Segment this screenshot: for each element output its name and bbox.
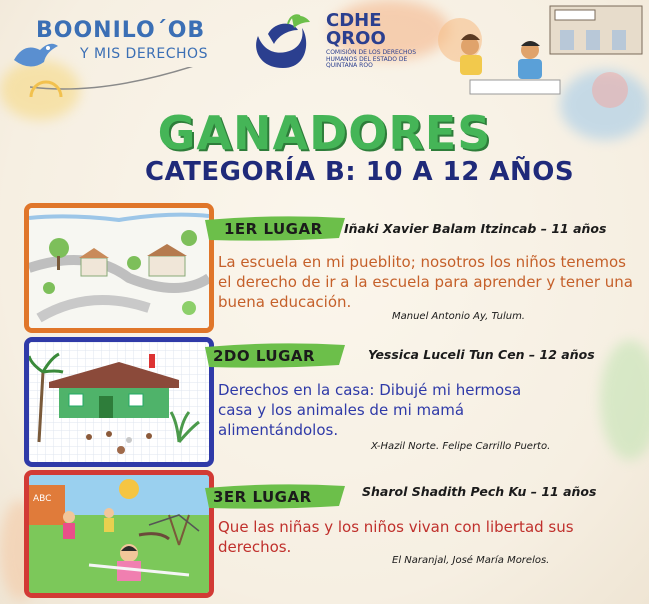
children-playing-drawing-illustration: [29, 475, 209, 593]
winner-name-3: Sharol Shadith Pech Ku – 11 años: [362, 484, 597, 499]
school-drawing-illustration: [29, 208, 209, 328]
house-drawing-illustration: [29, 342, 209, 462]
winner-name-2: Yessica Luceli Tun Cen – 12 años: [368, 347, 595, 362]
brand-line2: Y MIS DERECHOS: [80, 46, 208, 62]
author-credit-2: X-Hazil Norte. Felipe Carrillo Puerto.: [371, 441, 551, 452]
org-name: [326, 12, 426, 70]
brand-line1: BOONILO´OB: [36, 18, 206, 43]
sun-icon: [26, 72, 66, 102]
page-title: GANADORES: [157, 106, 492, 160]
place-label-3: 3ER LUGAR: [213, 488, 312, 506]
winner-name-1: Iñaki Xavier Balam Itzincab – 11 años: [344, 221, 607, 236]
org-name-line1: CDHE: [326, 10, 382, 31]
org-subtitle: COMISIÓN DE LOS DERECHOS HUMANOS DEL ESTADO DE QUINTANA ROO: [326, 49, 417, 69]
winner-description-1: La escuela en mi pueblito; nosotros los niños tenemos el derecho de ir a la escuela para aprender y tener una buena educación.: [218, 253, 633, 311]
author-credit-1: Manuel Antonio Ay, Tulum.: [392, 311, 525, 322]
winner-description-3: Que las niñas y los niños vivan con libertad sus derechos.: [218, 518, 574, 556]
category-subtitle: CATEGORÍA B: 10 A 12 AÑOS: [145, 157, 575, 187]
drawing-frame-2: [24, 337, 214, 467]
winner-description-2: Derechos en la casa: Dibujé mi hermosa casa y los animales de mi mamá alimentándolos.: [218, 381, 522, 439]
place-label-2: 2DO LUGAR: [213, 347, 316, 365]
brand-logo: [30, 12, 230, 82]
decor-splash: [600, 340, 649, 460]
place-label-1: 1ER LUGAR: [224, 220, 323, 238]
dove-icon: [248, 12, 318, 72]
drawing-frame-1: [24, 203, 214, 333]
author-credit-3: El Naranjal, José María Morelos.: [392, 555, 550, 566]
org-name-line2: QROO: [326, 28, 386, 49]
svg-text:ABC: ABC: [33, 494, 52, 504]
drawing-frame-3: [24, 470, 214, 598]
kids-drawing-illustration: [430, 0, 649, 110]
